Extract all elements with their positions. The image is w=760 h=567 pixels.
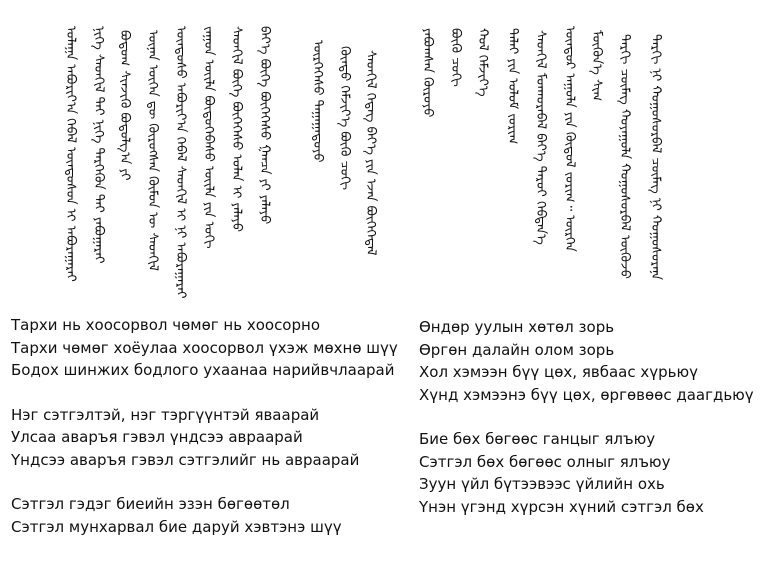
mongolian-column: ᠪᠡᠶ᠎ᠡ ᠪᠥᠬᠡ ᠪᠥᠭᠡᠭᠡᠰᠦ ᠭᠠᠨᠴᠠ ᠶᠢ ᠶᠠᠯᠠᠶᠤ — [257, 26, 272, 225]
poem-line: Өндөр уулын хөтөл зорь — [419, 318, 615, 336]
mongolian-column: ᠮᠥᠬᠥᠨ᠎ᠡ ᠰᠢᠭ᠋ — [589, 30, 604, 102]
mongolian-column: ᠲᠠᠷᠬᠢ ᠨᠢ ᠬᠣᠭᠣᠰᠣᠷᠪᠠᠯ ᠴᠦᠮᠡᠭ ᠨᠢ ᠬᠣᠭᠣᠰᠣᠷᠠᠨᠠ — [648, 34, 663, 281]
mongolian-column: ᠪᠦᠭᠦ ᠴᠣᠬᠢ — [448, 28, 463, 87]
mongolian-column: ᠥᠨᠳᠥᠷ ᠠᠭᠤᠯᠠ ᠶᠢᠨ ᠬᠥᠲᠥᠯ ᠵᠣᠷᠢᠭ᠃ ᠥᠷᠭᠡᠨ — [562, 26, 577, 252]
poem-line: Хүнд хэмээнэ бүү цөх, өргөвөөс даагдьюү — [419, 385, 754, 404]
mongolian-column: ᠲᠠᠷᠬᠢ ᠴᠦᠮᠡᠭ ᠬᠣᠶᠠᠭᠤᠯᠠ ᠬᠣᠭᠣᠰᠣᠷᠪᠠᠯ ᠦᠬᠦᠵᠦ — [617, 34, 632, 279]
poem-line: Сэтгэл бөх бөгөөс олныг ялъюу — [419, 452, 671, 471]
poem-line: Тархи нь хоосорвол чөмөг нь хоосорно — [11, 316, 320, 334]
mongolian-column: ᠬᠣᠯ ᠬᠡᠮᠵᠢᠶ᠎ᠡ — [475, 28, 490, 97]
mongolian-column: ᠦᠨᠳᠦᠰᠦ ᠠᠪᠤᠷᠢᠶ᠎ᠠ ᠭᠡᠪᠡᠯ ᠰᠡᠳᠬᠢᠯ ᠢ ᠨᠢ ᠠᠪᠤᠷᠠᠭᠠᠷᠠᠢ — [173, 26, 188, 299]
mongolian-column: ᠦᠨᠡᠨ ᠦᠭᠡᠨ ᠳᠦ ᠬᠦᠷᠦᠭᠰᠡᠨ ᠬᠦᠮᠦᠨ ᠦ ᠰᠡᠳᠬᠢᠯ — [145, 30, 160, 271]
mongolian-column: ᠤᠯᠠᠭᠠ ᠠᠪᠤᠷᠢᠶ᠎ᠠ ᠭᠡᠪᠡᠯ ᠦᠨᠳᠦᠰᠦᠨ ᠢ ᠠᠪᠤᠷᠠᠭᠠᠷᠠᠢ — [63, 26, 78, 282]
poem-line: Сэтгэл мунхарвал бие даруй хэвтэнэ шүү — [11, 517, 342, 536]
poem-line: Зуун үйл бүтээвээс үйлийн охь — [419, 475, 665, 493]
poem-line: Сэтгэл гэдэг биеийн эзэн бөгөөтөл — [11, 495, 290, 513]
poem-line: Бие бөх бөгөөс ганцыг ялъюу — [419, 430, 656, 448]
left-poem — [11, 314, 398, 538]
mongolian-column: ᠰᠡᠳᠬᠢᠯ ᠪᠥᠬᠡ ᠪᠥᠭᠡᠭᠡᠰᠦ ᠣᠯᠠᠨ ᠢ ᠶᠠᠯᠠᠶᠤ — [229, 26, 244, 232]
mongolian-column: ᠬᠦᠨᠳᠦ ᠬᠡᠮᠵᠢᠶ᠎ᠡ ᠪᠦᠭᠦ ᠴᠣᠬᠢ — [337, 46, 352, 191]
stanza-gap — [11, 471, 398, 493]
poem-line: Нэг сэтгэлтэй, нэг тэргүүнтэй яваарай — [11, 405, 320, 424]
stanza-gap — [419, 406, 754, 428]
poem-line: Бодох шинжих бодлого ухаанаа нарийвчлаарай — [11, 361, 395, 379]
right-poem — [419, 316, 754, 518]
mongolian-column: ᠰᠡᠳᠬᠢᠯ ᠭᠡᠳᠡᠭ ᠪᠡᠶ᠎ᠡ ᠶᠢᠨ ᠡᠵᠡᠨ ᠪᠥᠭᠡᠭᠡᠲᠡᠯ — [363, 50, 378, 256]
mongolian-column: ᠳᠠᠯᠠᠢ ᠶᠢᠨ ᠣᠯᠤᠮ ᠵᠣᠷᠢᠭ — [505, 28, 520, 145]
poem-line: Улсаа аваръя гэвэл үндсээ авраарай — [11, 428, 303, 446]
poem-line: Үнэн үгэнд хүрсэн хүний сэтгэл бөх — [419, 497, 704, 516]
stanza-gap — [11, 382, 398, 404]
mongolian-column: ᠨᠢᠭᠡ ᠰᠡᠳᠬᠢᠯ ᠲᠡᠢ ᠨᠢᠭᠡ ᠲᠡᠷᠭᠡᠭᠦᠨ ᠲᠡᠢ ᠶᠠᠪᠤᠭᠠᠷᠠᠢ — [91, 26, 106, 264]
mongolian-column: ᠰᠡᠳᠬᠢᠯ ᠮᠤᠨᠬᠤᠷᠠᠪᠠᠯ ᠪᠡᠶ᠎ᠡ ᠳᠠᠷᠤᠢ ᠬᠡᠪᠲᠡᠨ᠎ᠡ — [533, 30, 548, 245]
poem-line: Хол хэмээн бүү цөх, явбаас хүрьюү — [419, 363, 698, 381]
mongolian-column: ᠪᠣᠳᠣᠬ ᠰᠢᠨᠵᠢᠬᠦ ᠪᠣᠳᠣᠯᠭ᠎ᠠ ᠶᠢ — [117, 30, 132, 181]
poem-line: Өргөн далайн олом зорь — [419, 340, 615, 359]
poem-line: Тархи чөмөг хоёулаа хоосорвол үхэж мөхнө шүү — [11, 338, 398, 357]
poem-line: Үндсээ аваръя гэвэл сэтгэлийг нь авраарай — [11, 450, 360, 469]
mongolian-column: ᠶᠠᠪᠤᠭᠰᠠᠨ ᠬᠦᠷᠦᠶᠦ — [420, 28, 435, 118]
mongolian-column: ᠵᠠᠭᠤᠨ ᠦᠢᠯᠡ ᠪᠦᠲᠦᠭᠡᠪᠡᠰᠦ ᠦᠢᠯᠡ ᠶᠢᠨ ᠣᠬᠢ — [201, 26, 216, 249]
mongolian-column: ᠥᠷᠭᠡᠭᠡᠰᠦ ᠳᠠᠭᠠᠭᠠᠳᠦᠶᠦ — [310, 40, 325, 163]
